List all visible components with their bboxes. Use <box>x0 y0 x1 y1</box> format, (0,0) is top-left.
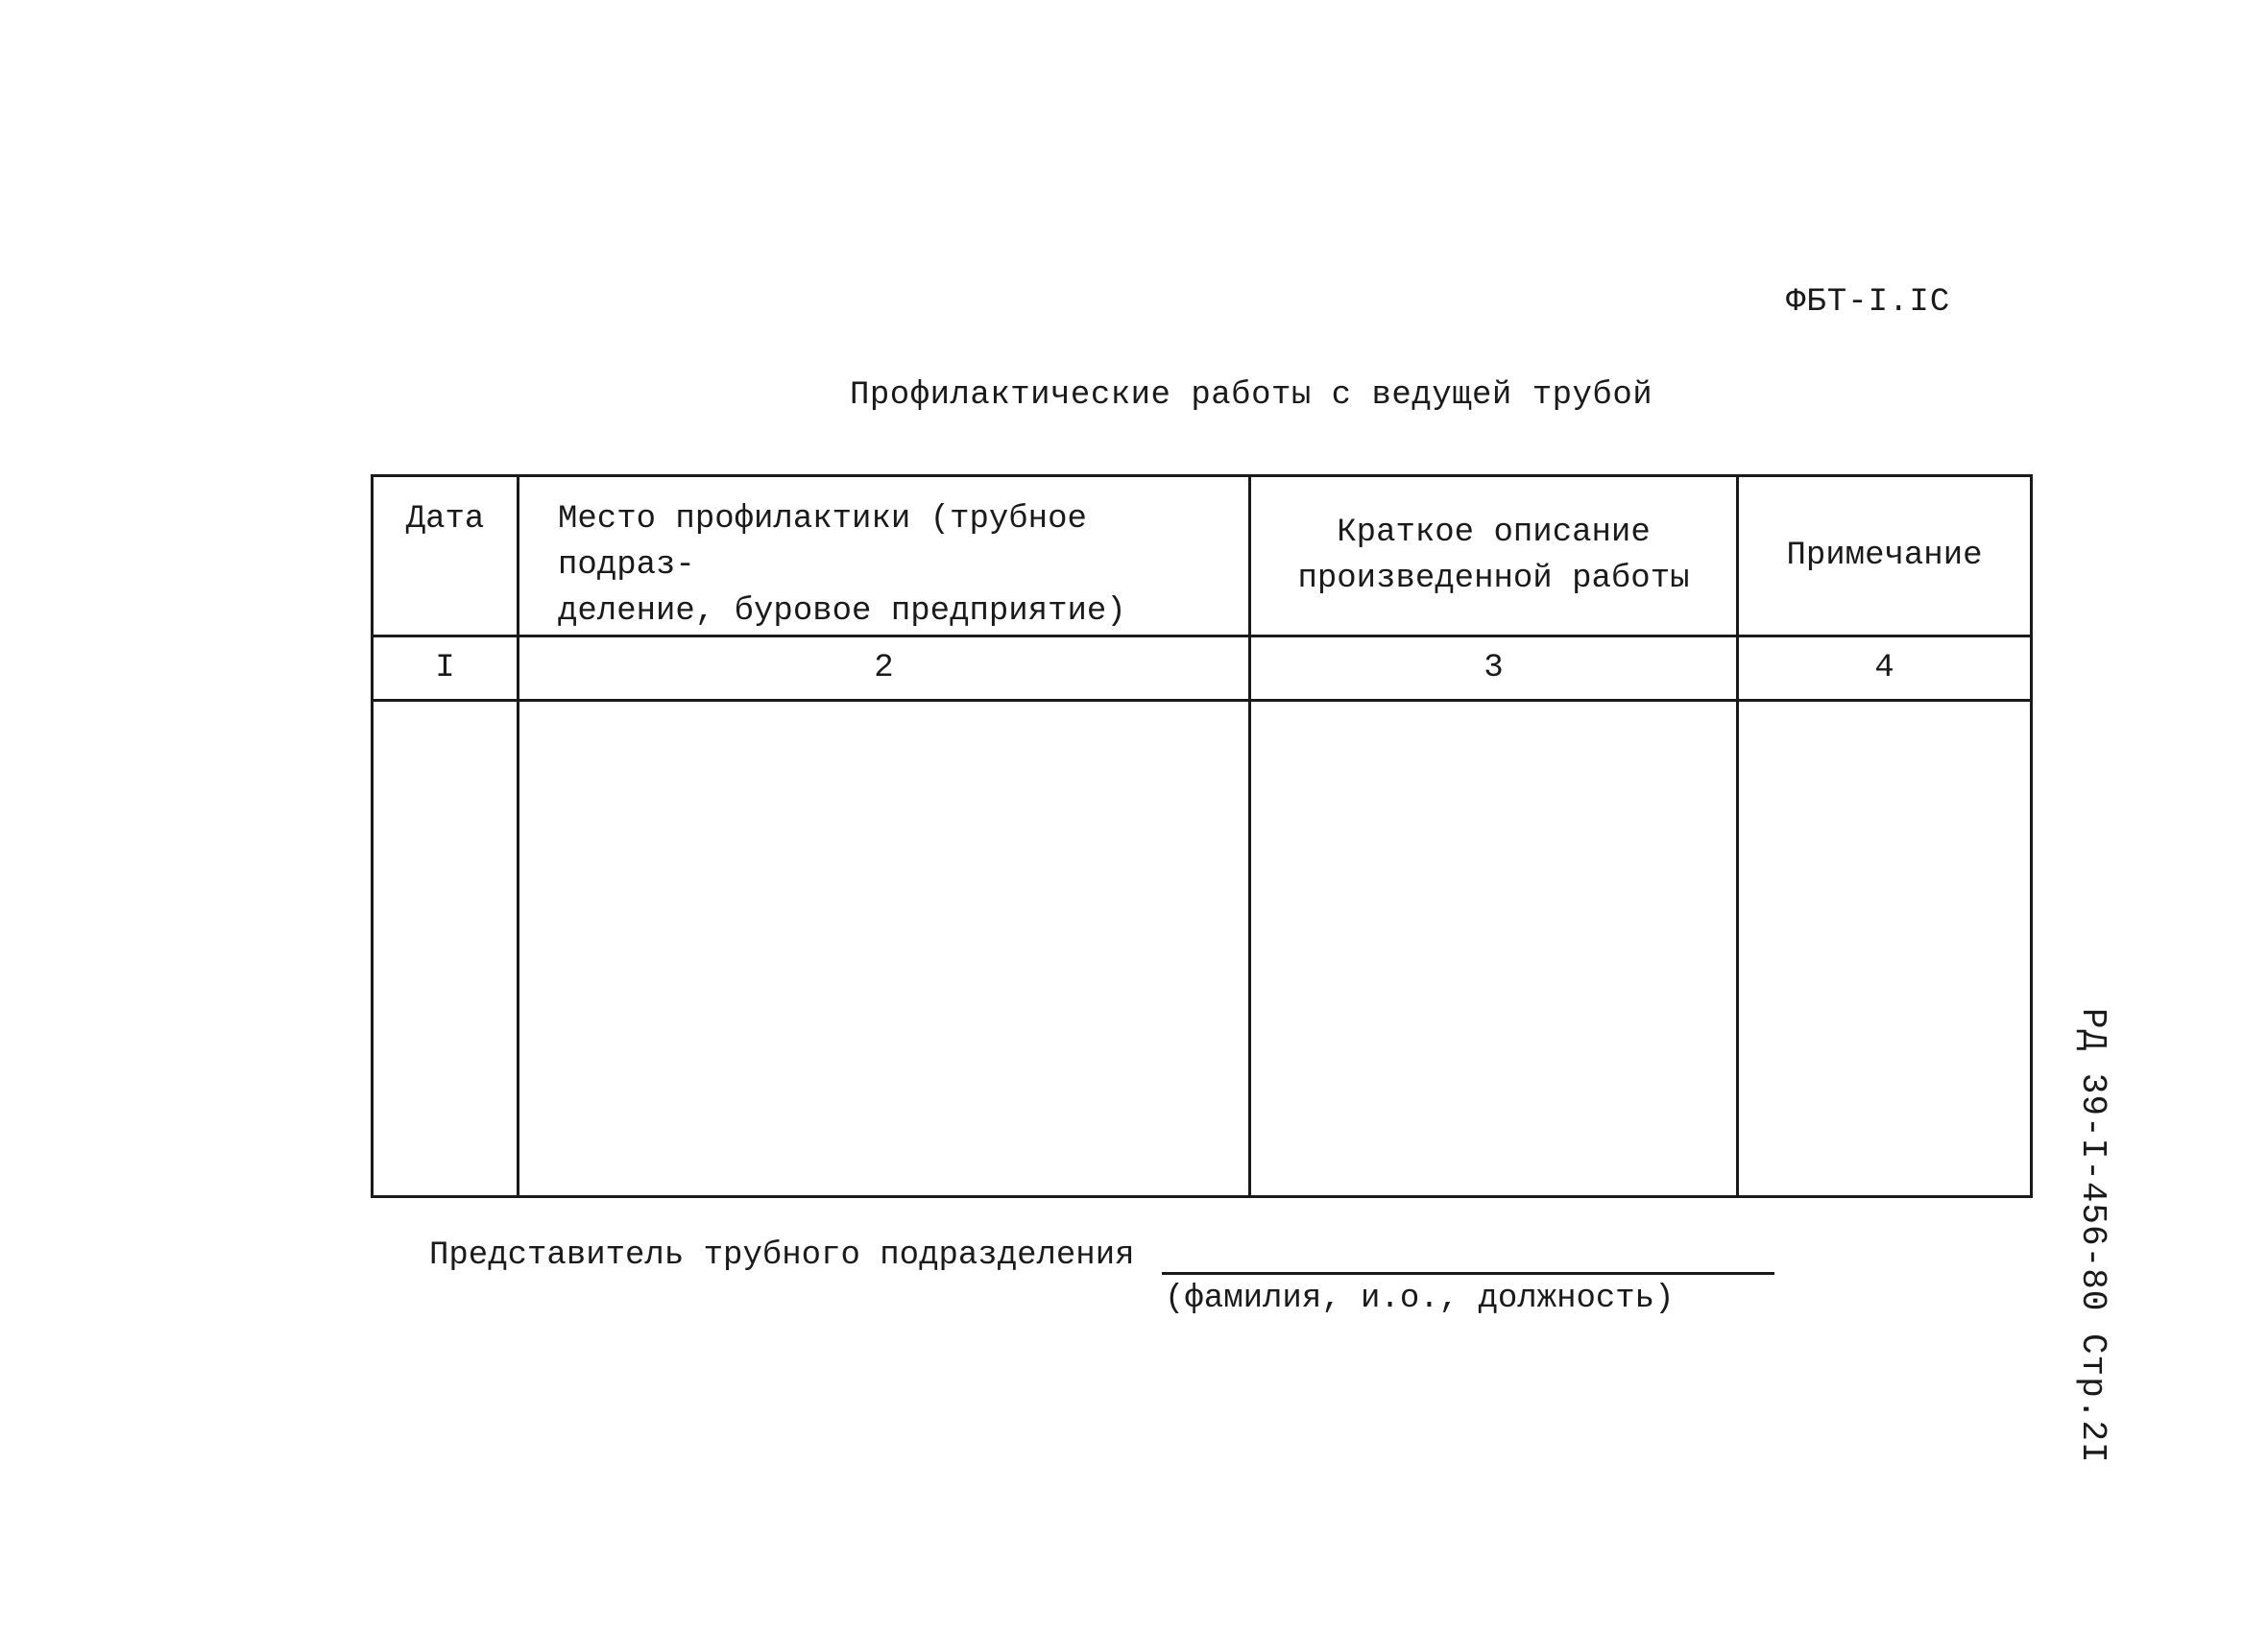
header-date: Дата <box>373 476 519 636</box>
entry-row <box>373 701 2032 1197</box>
document-title: Профилактические работы с ведущей трубой <box>850 377 1653 414</box>
column-number-row <box>373 636 2032 701</box>
signature-line[interactable] <box>1162 1272 1774 1275</box>
form-code: ФБТ-I.IC <box>1786 284 1951 321</box>
header-note: Примечание <box>1738 476 2032 636</box>
header-place <box>519 476 1250 636</box>
description-cell[interactable] <box>1250 701 1738 1197</box>
signature-label: Представитель трубного подразделения <box>429 1237 1135 1274</box>
header-description <box>1250 476 1738 636</box>
side-reference: РД 39-I-456-80 Стр.2I <box>2073 1008 2112 1464</box>
date-cell[interactable] <box>373 701 519 1197</box>
header-description-text: Краткое описание произведенной работы <box>1297 515 1690 597</box>
maintenance-table <box>371 474 2033 1198</box>
note-cell[interactable] <box>1738 701 2032 1197</box>
header-row <box>373 476 2032 636</box>
header-place-text: Место профилактики (трубное подраз- деление, буровое предприятие) <box>558 501 1126 630</box>
column-number: 4 <box>1738 636 2032 701</box>
place-cell[interactable] <box>519 701 1250 1197</box>
signature-caption: (фамилия, и.о., должность) <box>1165 1281 1675 1317</box>
column-number: I <box>373 636 519 701</box>
column-number: 3 <box>1250 636 1738 701</box>
column-number: 2 <box>519 636 1250 701</box>
